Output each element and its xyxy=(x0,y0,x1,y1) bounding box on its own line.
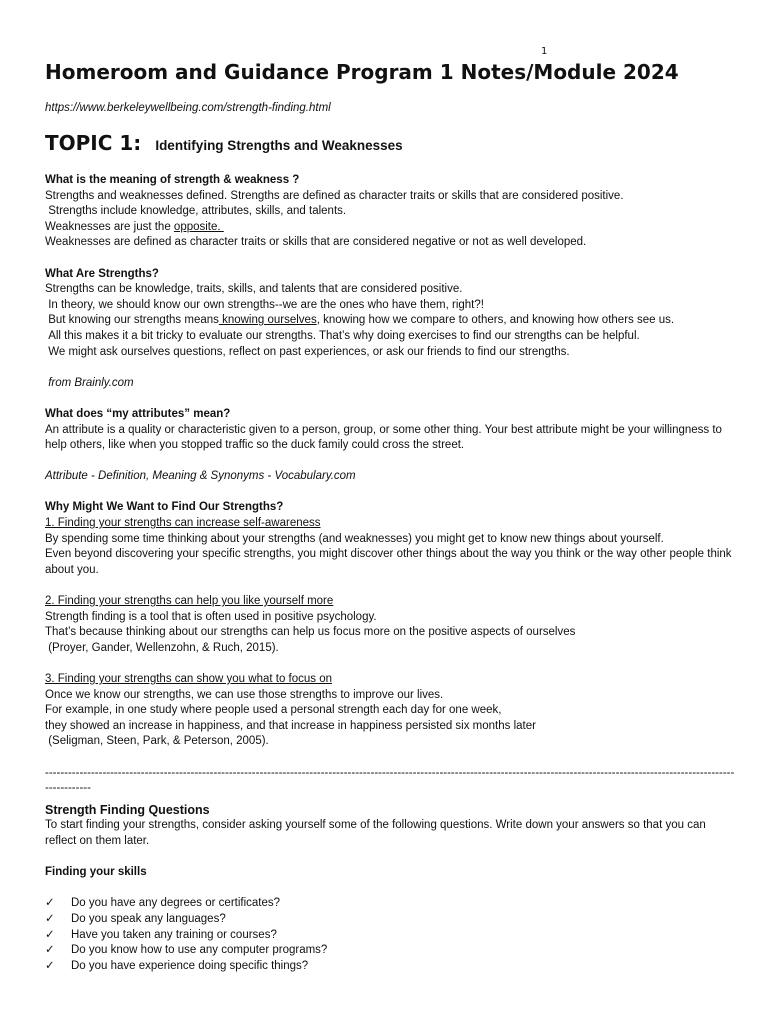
checklist-item xyxy=(45,928,735,944)
paragraph-line: Once we know our strengths, we can use those strengths to improve our lives. xyxy=(45,688,444,701)
paragraph-text: , knowing how we compare to others, and knowing how others see us. xyxy=(316,314,675,327)
page-number: 1 xyxy=(541,46,548,57)
source-citation: Attribute - Definition, Meaning & Synonyms - Vocabulary.com xyxy=(45,470,356,483)
checkmark-icon: ✓ xyxy=(45,928,55,941)
paragraph-line: (Seligman, Steen, Park, & Peterson, 2005). xyxy=(45,735,269,748)
checklist-text: Do you have any degrees or certificates? xyxy=(71,897,281,910)
reason-title: 2. Finding your strengths can help you like yourself more xyxy=(45,595,334,608)
paragraph-line: Strengths include knowledge, attributes, skills, and talents. xyxy=(45,205,347,218)
checklist-text: Have you taken any training or courses? xyxy=(71,928,277,941)
paragraph-line: For example, in one study where people used a personal strength each day for one week, xyxy=(45,704,502,717)
paragraph-line: Strength finding is a tool that is often used in positive psychology. xyxy=(45,610,377,623)
paragraph-line: Weaknesses are defined as character traits or skills that are considered negative or not as well developed. xyxy=(45,236,587,249)
checklist-item xyxy=(45,896,735,912)
opposite-link[interactable]: opposite. xyxy=(173,220,224,233)
dashed-divider: ------------------------------------------------------------------------------------------------------------------------------------------------------------------------------------------------ xyxy=(45,766,735,795)
section-heading-attributes: What does “my attributes” mean? xyxy=(45,407,231,420)
topic-heading xyxy=(45,131,403,155)
checklist-item xyxy=(45,943,735,959)
paragraph-text: But knowing our strengths means xyxy=(45,314,219,327)
checklist-text: Do you have experience doing specific things? xyxy=(71,959,309,972)
section-heading-sfq: Strength Finding Questions xyxy=(45,802,210,817)
reason-title: 3. Finding your strengths can show you what to focus on xyxy=(45,673,333,685)
checklist-item xyxy=(45,912,735,928)
paragraph-line: By spending some time thinking about your strengths (and weaknesses) you might get to know new things about yourself. xyxy=(45,532,664,545)
paragraph-text: Weaknesses are just the xyxy=(45,220,174,233)
section-heading-meaning: What is the meaning of strength & weakness ? xyxy=(45,174,300,186)
document-title: Homeroom and Guidance Program 1 Notes/Module 2024 xyxy=(45,60,679,84)
paragraph-line: We might ask ourselves questions, reflect on past experiences, or ask our friends to find our strengths. xyxy=(45,345,570,358)
paragraph-line: All this makes it a bit tricky to evaluate our strengths. That’s why doing exercises to find our strengths can be helpful. xyxy=(45,329,640,342)
checklist-text: Do you speak any languages? xyxy=(71,912,226,925)
knowing-ourselves-link[interactable]: knowing ourselves xyxy=(218,314,317,327)
paragraph-line: In theory, we should know our own strengths--we are the ones who have them, right?! xyxy=(45,298,484,311)
checklist-item xyxy=(45,959,735,975)
topic-label: TOPIC 1: xyxy=(45,131,142,155)
section-heading-strengths: What Are Strengths? xyxy=(45,267,159,280)
paragraph-line xyxy=(45,313,735,329)
reason-title: 1. Finding your strengths can increase self-awareness xyxy=(45,517,321,530)
paragraph-line: Strengths and weaknesses defined. Strengths are defined as character traits or skills that are considered positive. xyxy=(45,189,624,202)
paragraph-line: (Proyer, Gander, Wellenzohn, & Ruch, 2015). xyxy=(45,641,279,654)
paragraph: To start finding your strengths, consider asking yourself some of the following questions. Write down your answers so that you can reflect on them later. xyxy=(45,819,709,847)
checklist-text: Do you know how to use any computer programs? xyxy=(71,944,328,957)
source-url[interactable]: https://www.berkeleywellbeing.com/strength-finding.html xyxy=(45,102,331,114)
paragraph-line: they showed an increase in happiness, and that increase in happiness persisted six months later xyxy=(45,719,536,732)
paragraph-line: That’s because thinking about our strengths can help us focus more on the positive aspects of ourselves xyxy=(45,626,576,639)
paragraph-line: Even beyond discovering your specific strengths, you might discover other things about the way you think or the way other people think about you. xyxy=(45,548,735,576)
checkmark-icon: ✓ xyxy=(45,897,55,910)
source-citation: from Brainly.com xyxy=(45,376,134,389)
checkmark-icon: ✓ xyxy=(45,959,55,972)
paragraph: An attribute is a quality or characteristic given to a person, group, or some other thing. Your best attribute might be your willingness to help others, like when you stopped traffic so the duck family could cross the street. xyxy=(45,423,726,452)
paragraph-line xyxy=(45,220,735,236)
checkmark-icon: ✓ xyxy=(45,944,55,957)
checkmark-icon: ✓ xyxy=(45,912,55,925)
document-body xyxy=(45,173,735,974)
section-heading-why: Why Might We Want to Find Our Strengths? xyxy=(45,501,284,514)
section-heading-skills: Finding your skills xyxy=(45,866,147,879)
topic-subtitle: Identifying Strengths and Weaknesses xyxy=(155,138,403,153)
paragraph-line: Strengths can be knowledge, traits, skills, and talents that are considered positive. xyxy=(45,283,463,296)
